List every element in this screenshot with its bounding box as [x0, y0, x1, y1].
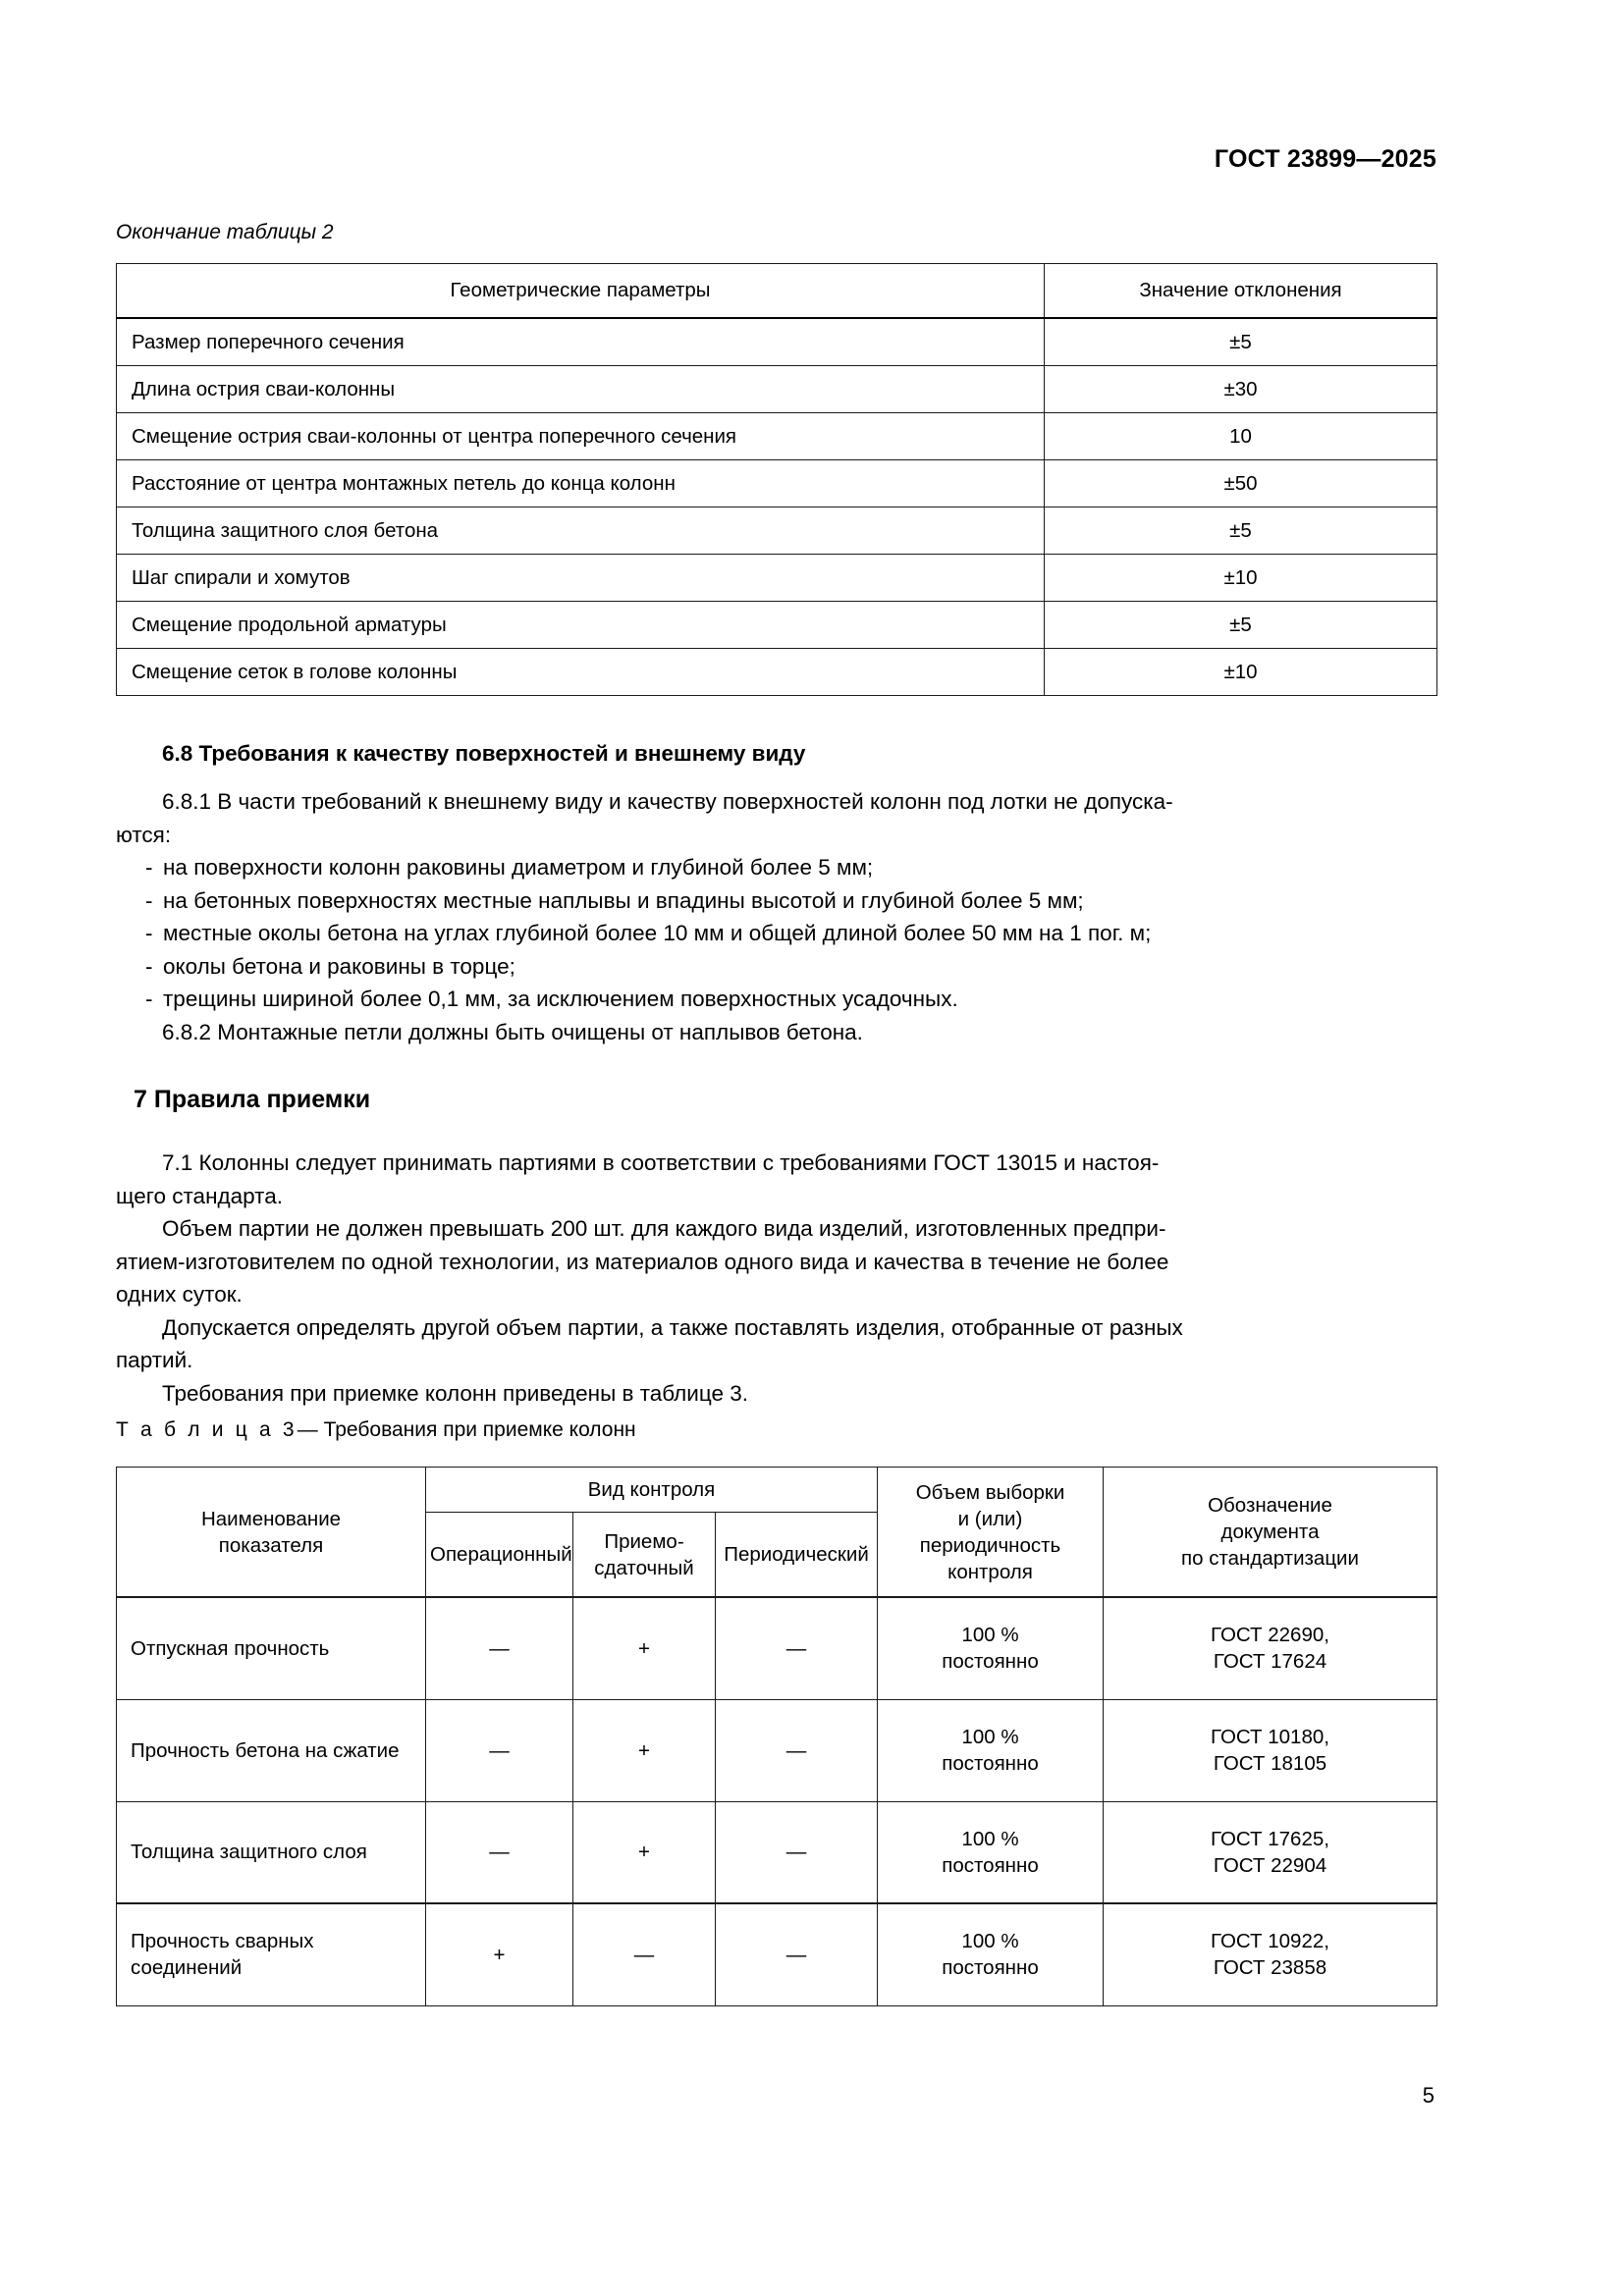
table3-cell-name: Прочность бетона на сжатие: [117, 1699, 426, 1801]
table3-cell-document-line2: ГОСТ 23858: [1213, 1956, 1327, 1980]
table3-col-document-line2: документа: [1220, 1521, 1320, 1543]
paragraph-volume-line2: ятием-изготовителем по одной технологии, из материалов одного вида и качества в течение не более: [116, 1249, 1169, 1274]
table2-cell-parameter: Смещение продольной арматуры: [117, 602, 1045, 649]
list-item: [116, 851, 1436, 884]
dash-bullet-icon: -: [145, 887, 153, 913]
list-item: [116, 983, 1436, 1016]
table3-cell-periodic: —: [716, 1903, 878, 2005]
table3-cell-volume-line2: постоянно: [942, 1650, 1039, 1674]
dash-bullet-icon: -: [145, 855, 153, 880]
table3-cell-volume: [878, 1597, 1104, 1699]
table3-col-document-line3: по стандартизации: [1181, 1547, 1359, 1570]
table3-col-name-line2: показателя: [218, 1533, 324, 1557]
paragraph-other-volume-line1: Допускается определять другой объем партии, а также поставлять изделия, отобранные от разных: [162, 1314, 1183, 1340]
dash-bullet-icon: -: [145, 987, 153, 1011]
paragraph-6-8-1-line1: 6.8.1 В части требований к внешнему виду и качеству поверхностей колонн под лотки не допуска-: [162, 789, 1173, 814]
table-row: [117, 1801, 1437, 1903]
table3-cell-document-line1: ГОСТ 22690,: [1211, 1624, 1329, 1647]
table3-caption-text: — Требования при приемке колонн: [297, 1418, 636, 1441]
table-row: [117, 1699, 1437, 1801]
table3-col-control-type: Вид контроля: [426, 1468, 878, 1513]
table3-col-volume-line2: и (или): [957, 1507, 1023, 1530]
table2-cell-value: 10: [1045, 413, 1437, 460]
table-row: [117, 649, 1437, 696]
table3-cell-volume: [878, 1903, 1104, 2005]
table3-cell-volume-line1: 100 %: [961, 1930, 1019, 1953]
table3-cell-operational: +: [426, 1903, 573, 2005]
table3-cell-document-line2: ГОСТ 17624: [1213, 1650, 1327, 1674]
list-item: [116, 917, 1436, 950]
list-item: [116, 884, 1436, 918]
list-item-label: на поверхности колонн раковины диаметром и глубиной более 5 мм;: [163, 855, 874, 880]
heading-7: 7 Правила приемки: [134, 1086, 371, 1113]
table-row: [117, 460, 1437, 507]
table2-col-parameters: Геометрические параметры: [117, 264, 1045, 319]
paragraph-volume-line1: Объем партии не должен превышать 200 шт. для каждого вида изделий, изготовленных предпри-: [162, 1216, 1166, 1241]
table3-col-acceptance-line1: Приемо-: [604, 1529, 684, 1553]
table-row: [117, 318, 1437, 366]
table2: [116, 263, 1436, 696]
list-item-label: трещины шириной более 0,1 мм, за исключением поверхностных усадочных.: [163, 987, 958, 1011]
table-row: [117, 602, 1437, 649]
paragraph-6-8-1: [116, 785, 1436, 851]
list-item: [116, 950, 1436, 984]
list-item-label: местные околы бетона на углах глубиной более 10 мм и общей длиной более 50 мм на 1 пог. м;: [163, 921, 1152, 945]
table2-cell-parameter: Смещение острия сваи-колонны от центра поперечного сечения: [117, 413, 1045, 460]
table3-cell-operational: —: [426, 1597, 573, 1699]
table3-col-document-line1: Обозначение: [1208, 1494, 1332, 1517]
table3-cell-acceptance: +: [573, 1699, 716, 1801]
table3-cell-name: [117, 1903, 426, 2005]
table3-cell-document-line1: ГОСТ 10922,: [1211, 1930, 1329, 1953]
table3-cell-document: [1104, 1597, 1437, 1699]
paragraph-other-volume-line2: партий.: [116, 1348, 193, 1372]
table3-cell-volume-line2: постоянно: [942, 1752, 1039, 1775]
table2-cell-value: ±50: [1045, 460, 1437, 507]
paragraph-6-8-2: 6.8.2 Монтажные петли должны быть очищены от наплывов бетона.: [162, 1019, 863, 1044]
dash-bullet-icon: -: [145, 921, 153, 945]
table3-cell-volume: [878, 1801, 1104, 1903]
table2-caption: Окончание таблицы 2: [116, 221, 334, 243]
table3-cell-document-line2: ГОСТ 22904: [1213, 1853, 1327, 1877]
table3-cell-name: Отпускная прочность: [117, 1597, 426, 1699]
table3-cell-acceptance: +: [573, 1801, 716, 1903]
table-row: [117, 413, 1437, 460]
table3-cell-volume-line2: постоянно: [942, 1853, 1039, 1877]
table3-cell-name-line1: Прочность сварных: [131, 1930, 314, 1953]
table2-cell-value: ±5: [1045, 318, 1437, 366]
table3-cell-periodic: —: [716, 1597, 878, 1699]
paragraph-7-1-line2: щего стандарта.: [116, 1183, 283, 1208]
table-row: [117, 555, 1437, 602]
table3-col-acceptance: [573, 1513, 716, 1598]
table2-col-deviation: Значение отклонения: [1045, 264, 1437, 319]
table3-col-name-line1: Наименование: [200, 1507, 342, 1530]
table3-cell-periodic: —: [716, 1801, 878, 1903]
requirements-list: [116, 851, 1436, 1048]
table2-cell-parameter: Расстояние от центра монтажных петель до конца колонн: [117, 460, 1045, 507]
table3-cell-document: [1104, 1903, 1437, 2005]
table3-cell-operational: —: [426, 1801, 573, 1903]
table3-col-volume-line3: периодичность: [919, 1533, 1061, 1557]
table3-cell-document-line1: ГОСТ 10180,: [1211, 1726, 1329, 1748]
table-row: [117, 1903, 1437, 2005]
table3-col-volume-line4: контроля: [947, 1560, 1033, 1583]
table3-col-acceptance-line2: сдаточный: [594, 1556, 694, 1579]
table3: [116, 1467, 1436, 2006]
table3-cell-operational: —: [426, 1699, 573, 1801]
table3-cell-volume-line2: постоянно: [942, 1956, 1039, 1980]
table2-cell-parameter: Длина острия сваи-колонны: [117, 366, 1045, 413]
table3-cell-acceptance: +: [573, 1597, 716, 1699]
table3-col-name: [117, 1468, 426, 1598]
table2-cell-value: ±10: [1045, 555, 1437, 602]
table3-cell-document: [1104, 1699, 1437, 1801]
table3-caption: [116, 1414, 1436, 1447]
table-row: [117, 507, 1437, 555]
table3-col-document: [1104, 1468, 1437, 1598]
table3-cell-volume-line1: 100 %: [961, 1624, 1019, 1647]
table3-cell-volume-line1: 100 %: [961, 1827, 1019, 1850]
table3-col-volume-line1: Объем выборки: [915, 1480, 1065, 1504]
dash-bullet-icon: -: [145, 953, 153, 979]
table3-cell-document-line1: ГОСТ 17625,: [1211, 1827, 1329, 1850]
table3-header-row-top: [117, 1468, 1437, 1513]
table3-cell-acceptance: —: [573, 1903, 716, 2005]
table2-cell-parameter: Толщина защитного слоя бетона: [117, 507, 1045, 555]
table2-cell-value: ±5: [1045, 602, 1437, 649]
table2-cell-value: ±30: [1045, 366, 1437, 413]
table2-header-row: [117, 264, 1437, 319]
table3-cell-name-line2: соединений: [131, 1956, 243, 1980]
section-7-body: [116, 1147, 1436, 1410]
table2-cell-parameter: Шаг спирали и хомутов: [117, 555, 1045, 602]
table2-cell-value: ±10: [1045, 649, 1437, 696]
table-row: [117, 366, 1437, 413]
table3-col-operational: Операционный: [426, 1513, 573, 1598]
table-row: [117, 1597, 1437, 1699]
table3-col-volume: [878, 1468, 1104, 1598]
table3-cell-name: Толщина защитного слоя: [117, 1801, 426, 1903]
paragraph-6-8-1-line2: ются:: [116, 822, 172, 847]
document-standard-header: ГОСТ 23899—2025: [1214, 145, 1436, 173]
heading-6-8: 6.8 Требования к качеству поверхностей и внешнему виду: [162, 741, 806, 766]
table3-cell-periodic: —: [716, 1699, 878, 1801]
paragraph-volume-line3: одних суток.: [116, 1282, 243, 1307]
list-item-label: околы бетона и раковины в торце;: [163, 953, 515, 979]
paragraph-7-1-line1: 7.1 Колонны следует принимать партиями в соответствии с требованиями ГОСТ 13015 и настоя-: [162, 1150, 1160, 1175]
page-number: 5: [1422, 2083, 1435, 2108]
table3-cell-document: [1104, 1801, 1437, 1903]
paragraph-table3-reference: Требования при приемке колонн приведены в таблице 3.: [162, 1380, 749, 1406]
table3-cell-document-line2: ГОСТ 18105: [1213, 1752, 1327, 1775]
table2-cell-parameter: Смещение сеток в голове колонны: [117, 649, 1045, 696]
table2-cell-value: ±5: [1045, 507, 1437, 555]
table3-caption-label: Т а б л и ц а 3: [116, 1418, 298, 1441]
table3-col-periodic: Периодический: [716, 1513, 878, 1598]
table2-cell-parameter: Размер поперечного сечения: [117, 318, 1045, 366]
table3-cell-volume: [878, 1699, 1104, 1801]
list-item-label: на бетонных поверхностях местные наплывы и впадины высотой и глубиной более 5 мм;: [163, 887, 1084, 913]
table3-cell-volume-line1: 100 %: [961, 1726, 1019, 1748]
